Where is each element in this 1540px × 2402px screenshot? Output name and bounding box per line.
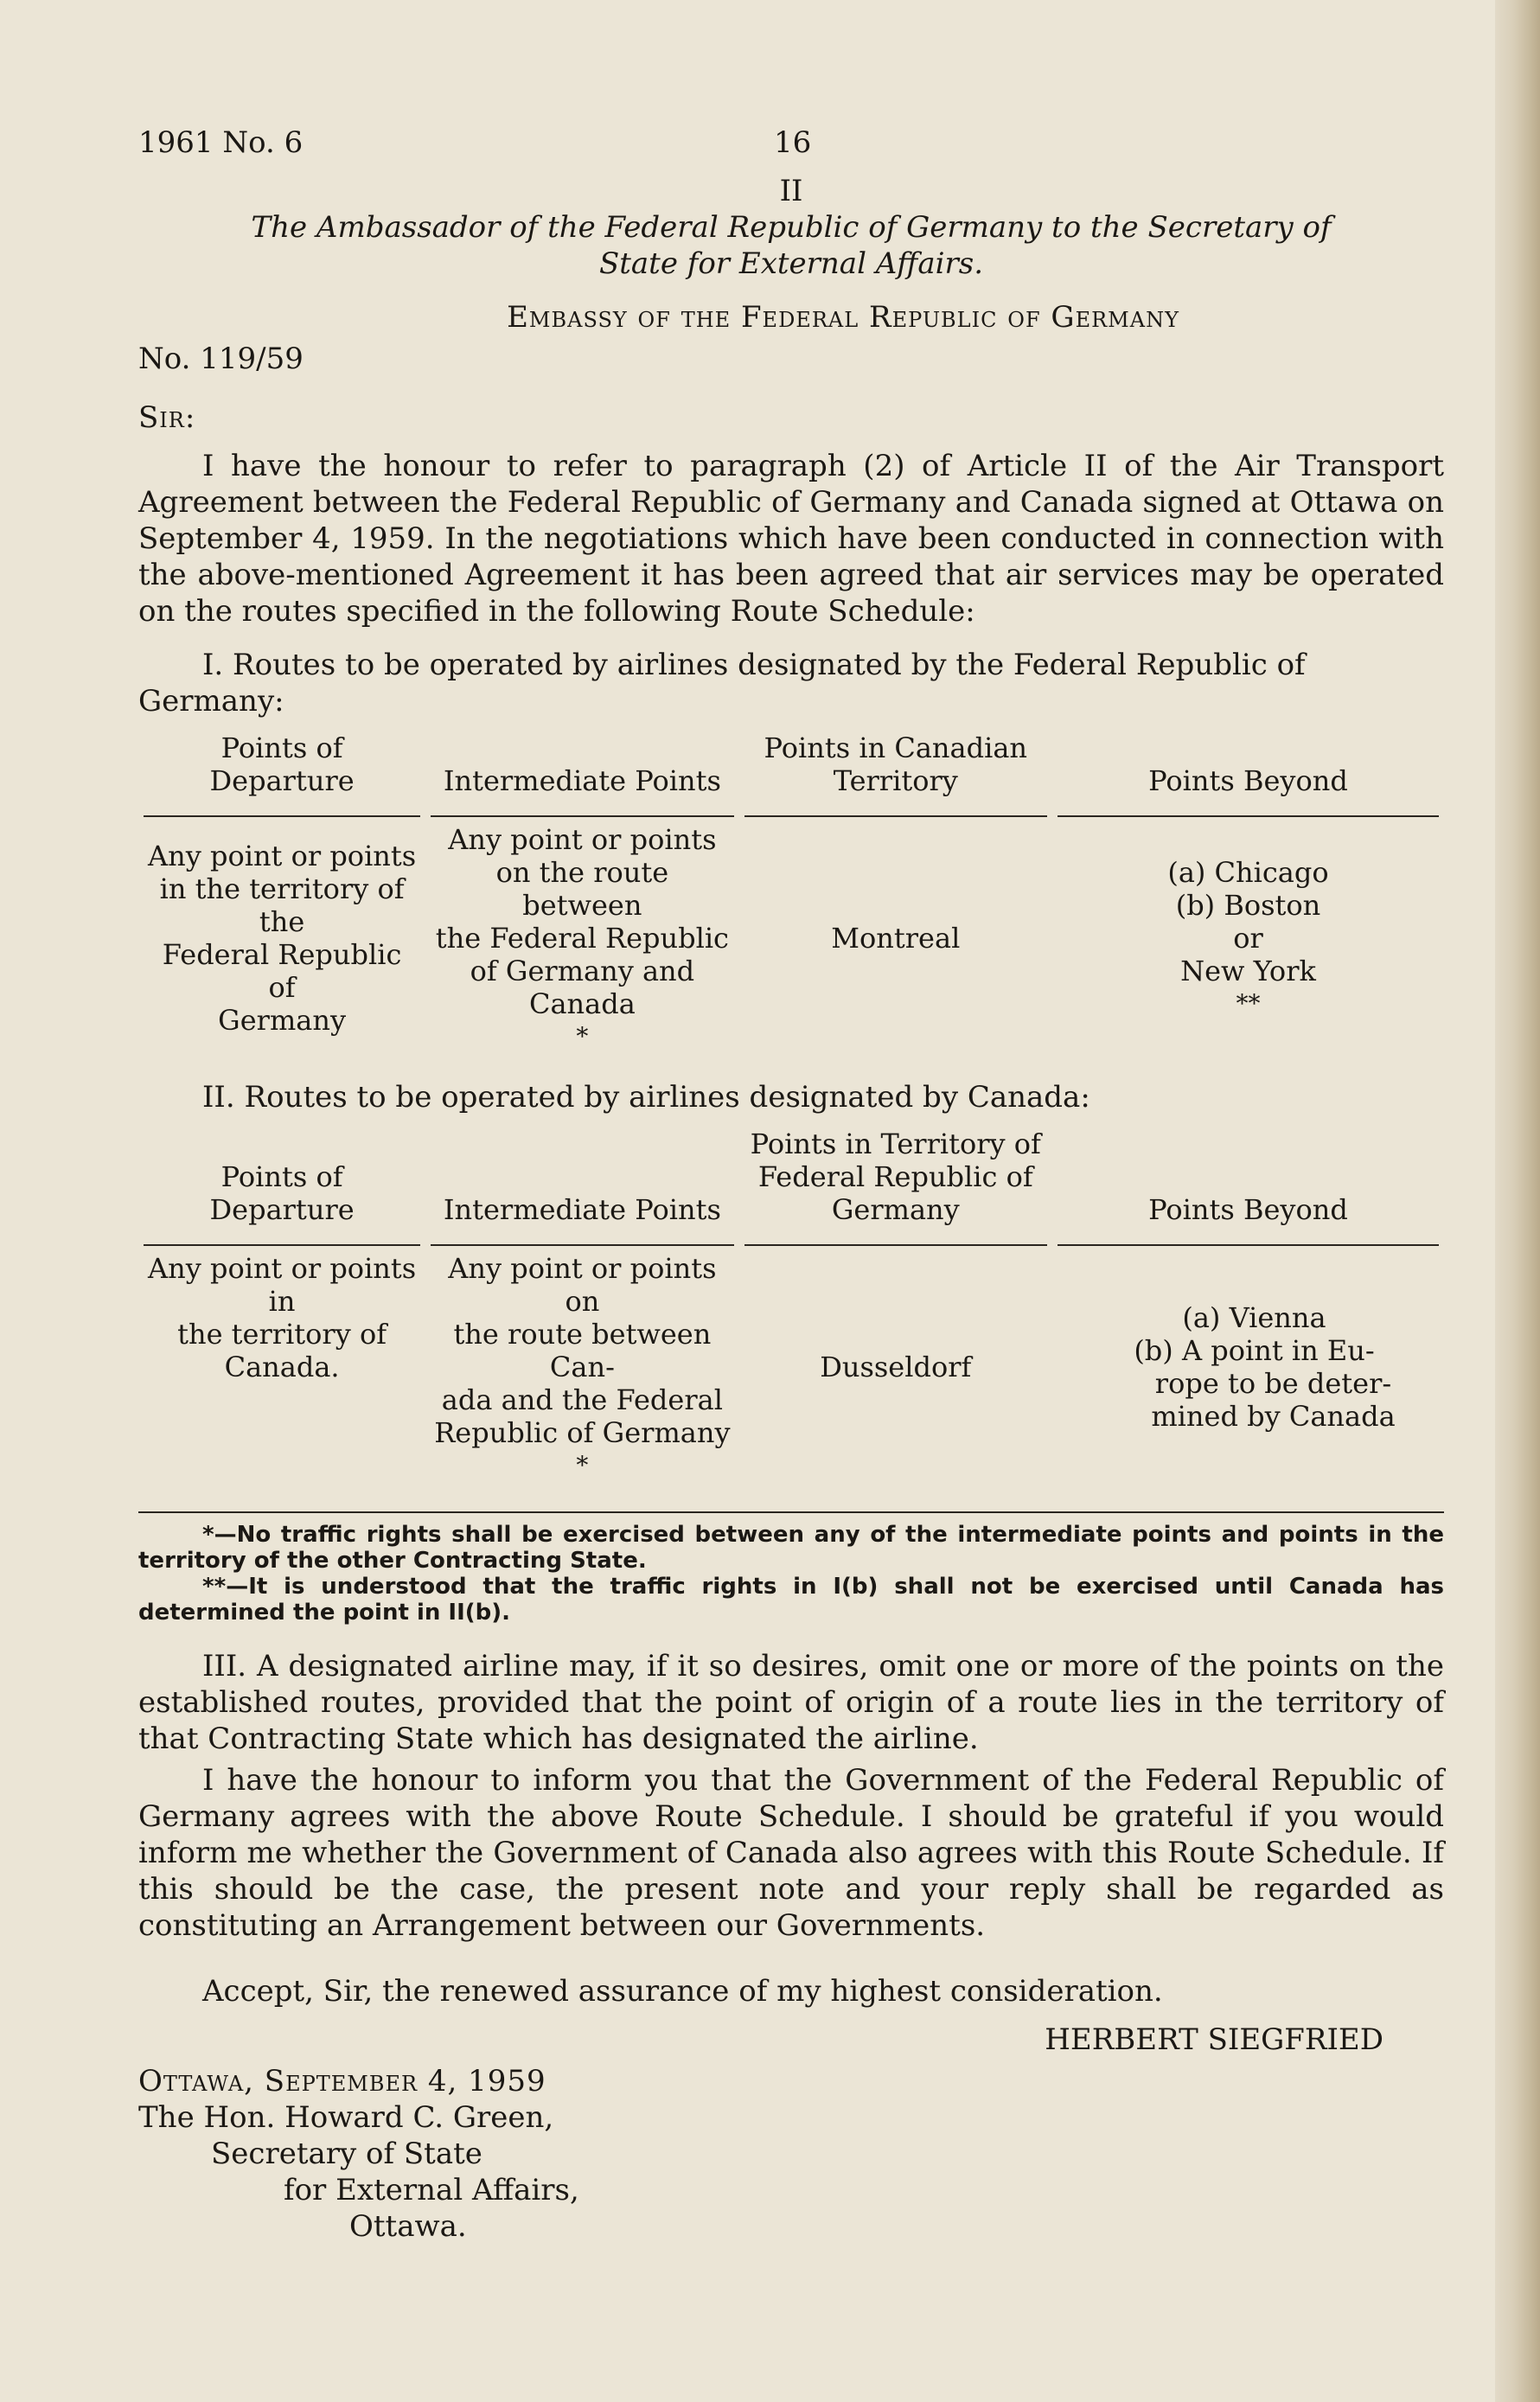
footnote-divider	[138, 1511, 1444, 1513]
section-numeral: II	[779, 174, 803, 208]
table1-intermediate-cell: Any point or points on the route between the Federal Republic of Germany and Canada *	[425, 820, 738, 1057]
page-number: 16	[774, 125, 812, 160]
footnotes	[138, 1522, 1444, 1626]
footnote-marker: *	[576, 1022, 589, 1051]
salutation: Sir:	[138, 400, 196, 435]
table2-territory-cell: Dusseldorf	[820, 1351, 972, 1383]
table2-departure-cell: Any point or points in the territory of Canada.	[147, 1252, 417, 1383]
document-page	[138, 112, 1444, 2245]
route-table-germany	[138, 731, 1444, 1057]
place-date: Ottawa, September 4, 1959	[138, 2064, 546, 2099]
table1-header-beyond: Points Beyond	[1148, 764, 1348, 797]
table1-rule	[138, 809, 1444, 820]
letter-heading	[138, 209, 1444, 282]
table-row	[138, 820, 1444, 1057]
table2-header-departure: Points of Departure	[209, 1160, 355, 1226]
signature: HERBERT SIEGFRIED	[1045, 2022, 1383, 2057]
table1-departure-cell: Any point or points in the territory of the Federal Republic of Germany	[147, 840, 417, 1037]
paragraph-intro: I have the honour to refer to paragraph (2) of Article II of the Air Transport Agreement between the Federal Republic of Germany and Canada signed at Ottawa on September 4, 1959. In the negotiations which have been conducted in connection with the above-mentioned Agreement it has been agreed that air services may be operated on the routes specified in the following Route Schedule:	[138, 449, 1444, 629]
footnote-1: *—No traffic rights shall be exercised between any of the intermediate points and points in the territory of the other Contracting State.	[138, 1522, 1444, 1574]
embassy-name: Embassy of the Federal Republic of Germany	[507, 300, 1179, 335]
year-number: 1961 No. 6	[138, 125, 304, 160]
page-edge	[1495, 0, 1540, 2402]
paragraph-four: I have the honour to inform you that the Government of the Federal Republic of Germany agrees with the above Route Schedule. I should be grateful if you would inform me whether the Government of Canada also agrees with this Route Schedule. If this should be the case, the present note and your reply shall be regarded as constituting an Arrangement between our Governments.	[138, 1763, 1444, 1943]
table2-header-territory: Points in Territory of Federal Republic of Germany	[750, 1128, 1041, 1226]
heading-line-1: The Ambassador of the Federal Republic of Germany to the Secretary of	[251, 210, 1332, 245]
recipient-title-1: Secretary of State	[211, 2137, 482, 2171]
table1-territory-cell: Montreal	[831, 922, 961, 955]
table2-rule	[138, 1238, 1444, 1249]
table1-header-departure: Points of Departure	[209, 731, 355, 797]
table2-beyond-cell: (a) Vienna (b) A point in Eu- rope to be deter- mined by Canada	[1134, 1301, 1396, 1433]
table1-title: I. Routes to be operated by airlines designated by the Federal Republic of Germany:	[138, 648, 1306, 719]
recipient-name: The Hon. Howard C. Green,	[138, 2100, 554, 2135]
table-row	[138, 1249, 1444, 1485]
footnote-2: **—It is understood that the traffic rights in I(b) shall not be exercised until Canada has determined the point in II(b).	[138, 1574, 1444, 1626]
table1-header-territory: Points in Canadian Territory	[764, 731, 1027, 797]
note-number: No. 119/59	[138, 342, 304, 376]
table2-header-intermediate: Intermediate Points	[443, 1193, 721, 1226]
paragraph-three: III. A designated airline may, if it so desires, omit one or more of the points on the established routes, provided that the point of origin of a route lies in the territory of that Contracting State which has designated the airline.	[138, 1649, 1444, 1756]
table2-intermediate-cell: Any point or points on the route between Can- ada and the Federal Republic of Germany *	[425, 1249, 738, 1485]
recipient-title-2: for External Affairs,	[284, 2173, 579, 2207]
recipient-city: Ottawa.	[349, 2209, 467, 2244]
running-header	[138, 112, 1444, 164]
route-table-canada	[138, 1128, 1444, 1485]
footnote-marker: **	[1236, 989, 1261, 1018]
table2-title: II. Routes to be operated by airlines designated by Canada:	[202, 1080, 1090, 1115]
table1-header-intermediate: Intermediate Points	[443, 764, 721, 797]
closing-line: Accept, Sir, the renewed assurance of my highest consideration.	[202, 1974, 1163, 2009]
address-block	[138, 2063, 1444, 2245]
heading-line-2: State for External Affairs.	[598, 246, 984, 281]
table1-beyond-cell: (a) Chicago (b) Boston or New York **	[1052, 820, 1444, 1057]
footnote-marker: *	[576, 1451, 589, 1479]
table2-header-beyond: Points Beyond	[1148, 1193, 1348, 1226]
